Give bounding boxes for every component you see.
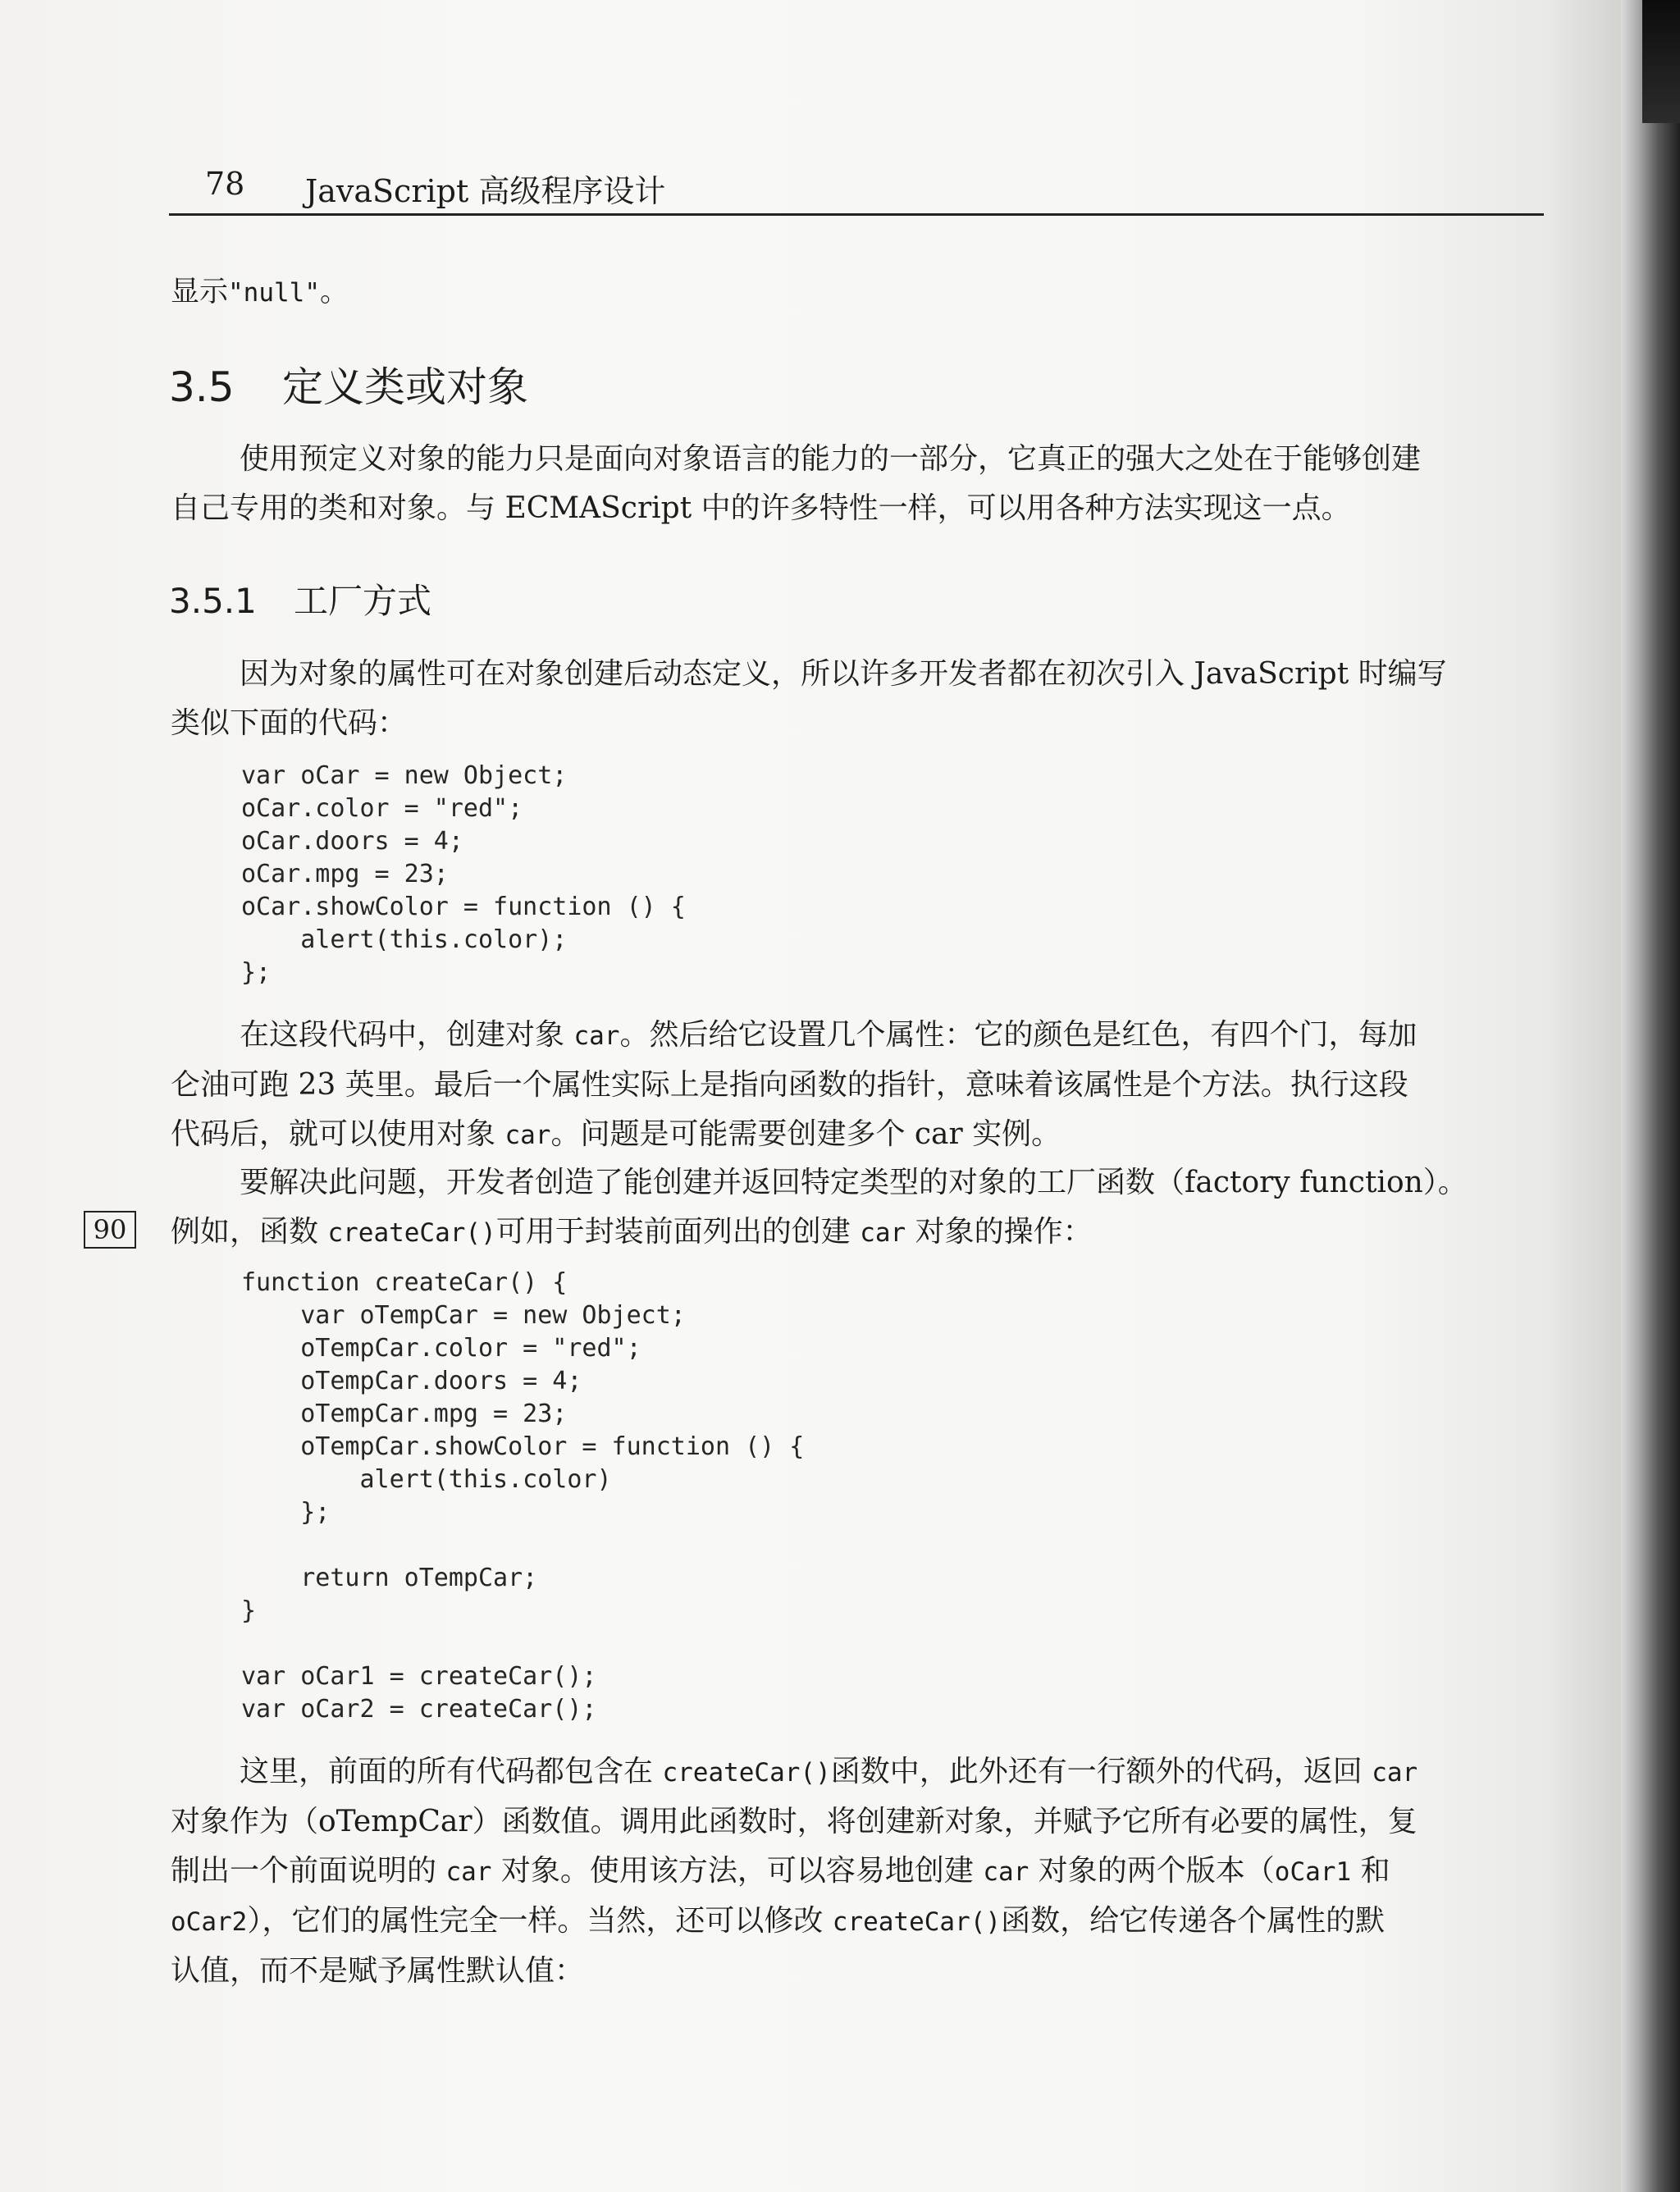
section-heading — [169, 354, 528, 413]
p4-line-5: 认值，而不是赋予属性默认值： — [171, 1954, 585, 1988]
margin-page-reference: 90 — [84, 1211, 136, 1249]
code-line: oTempCar.showColor = function () { — [241, 1432, 805, 1461]
p2-text: 。然后给它设置几个属性：它的颜色是红色，有四个门，每加 — [619, 1018, 1418, 1052]
prev-text: 显示 — [171, 276, 229, 308]
paragraph-3 — [171, 1158, 1545, 1258]
p4-text: 制出一个前面说明的 — [171, 1854, 446, 1888]
page-number: 78 — [205, 166, 245, 202]
p2-line-3 — [171, 1110, 1545, 1160]
previous-text-line — [171, 269, 349, 310]
book-spine-shadow — [1621, 0, 1680, 2192]
code-line: } — [241, 1596, 257, 1625]
p1-line-1: 因为对象的属性可在对象创建后动态定义，所以许多开发者都在初次引入 JavaScript 时编写 — [240, 657, 1447, 691]
code-line: oCar.mpg = 23; — [241, 860, 449, 888]
intro-line-2: 自己专用的类和对象。与 ECMAScript 中的许多特性一样，可以用各种方法实现这一点。 — [171, 491, 1351, 525]
code-line: return oTempCar; — [241, 1564, 538, 1592]
section-title: 定义类或对象 — [282, 363, 528, 411]
code-line: oTempCar.mpg = 23; — [241, 1400, 568, 1428]
intro-paragraph — [171, 435, 1545, 533]
p4-line-2: 对象作为（oTempCar）函数值。调用此函数时，将创建新对象，并赋予它所有必要的属性，复 — [171, 1805, 1418, 1838]
p2-text: 。问题是可能需要创建多个 car 实例。 — [550, 1117, 1061, 1151]
p4-text: 对象的两个版本（ — [1029, 1854, 1275, 1888]
code-block-object-literal — [241, 760, 686, 989]
p3-line-2 — [171, 1208, 1545, 1258]
p2-code: car — [504, 1121, 551, 1150]
p2-line-1 — [171, 1011, 1545, 1061]
p4-code: car — [1372, 1758, 1418, 1788]
section-number: 3.5 — [169, 363, 235, 411]
p4-code: oCar1 — [1274, 1857, 1352, 1887]
code-line: var oCar2 = createCar(); — [241, 1695, 597, 1724]
code-line: alert(this.color) — [241, 1465, 612, 1494]
code-line: var oTempCar = new Object; — [241, 1301, 686, 1330]
code-line: alert(this.color); — [241, 925, 568, 954]
p3-text: （factory function）。 — [1155, 1166, 1468, 1199]
subsection-number: 3.5.1 — [169, 581, 257, 621]
code-line: var oCar = new Object; — [241, 761, 568, 790]
p4-text: 和 — [1351, 1854, 1390, 1888]
code-line: var oCar1 = createCar(); — [241, 1662, 597, 1691]
p2-text: 代码后，就可以使用对象 — [171, 1117, 505, 1151]
code-line: oCar.showColor = function () { — [241, 893, 686, 921]
paragraph-1 — [171, 650, 1545, 748]
p4-text: 函数中，此外还有一行额外的代码，返回 — [830, 1755, 1372, 1788]
code-line: }; — [241, 958, 272, 987]
p3-code: car — [860, 1218, 906, 1248]
code-line — [241, 1529, 804, 1562]
code-line: oCar.doors = 4; — [241, 827, 463, 856]
p4-code: createCar() — [832, 1907, 1002, 1937]
p3-text: 要解决此问题，开发者创造了能创建并返回特定类型的对象的 — [240, 1166, 1038, 1199]
code-block-factory-function — [241, 1267, 804, 1726]
code-line: function createCar() { — [241, 1268, 568, 1297]
p4-code: car — [445, 1857, 492, 1887]
p4-text: ），它们的属性完全一样。当然，还可以修改 — [247, 1904, 833, 1938]
subsection-title: 工厂方式 — [294, 581, 432, 621]
p2-text: 在这段代码中，创建对象 — [240, 1018, 574, 1052]
p4-line-4 — [171, 1897, 1545, 1947]
p3-code: createCar() — [327, 1218, 496, 1248]
subsection-heading — [169, 574, 431, 623]
p1-line-2: 类似下面的代码： — [171, 706, 408, 740]
p2-code: car — [573, 1021, 620, 1051]
code-line: oCar.color = "red"; — [241, 794, 523, 823]
p4-line-3 — [171, 1847, 1545, 1897]
prev-end: 。 — [320, 276, 349, 308]
p3-text: 对象的操作： — [906, 1215, 1093, 1249]
p4-code: createCar() — [662, 1758, 831, 1788]
p3-line-1 — [171, 1158, 1545, 1208]
p4-text: 函数，给它传递各个属性的默 — [1001, 1904, 1386, 1938]
p3-term: 工厂函数 — [1037, 1166, 1156, 1199]
paragraph-4 — [171, 1747, 1545, 1996]
code-line — [241, 1628, 804, 1660]
paragraph-2 — [171, 1011, 1545, 1160]
code-line: }; — [241, 1498, 331, 1527]
book-binding-edge — [1642, 0, 1680, 123]
prev-code: "null" — [228, 278, 320, 308]
intro-line-1: 使用预定义对象的能力只是面向对象语言的能力的一部分，它真正的强大之处在于能够创建 — [240, 442, 1422, 476]
p4-code: car — [983, 1857, 1029, 1887]
p2-line-2: 仑油可跑 23 英里。最后一个属性实际上是指向函数的指针，意味着该属性是个方法。执行这段 — [171, 1068, 1408, 1102]
book-title: JavaScript 高级程序设计 — [305, 173, 666, 209]
code-line: oTempCar.color = "red"; — [241, 1334, 641, 1363]
p3-text: 可用于封装前面列出的创建 — [495, 1215, 861, 1249]
p4-code: oCar2 — [171, 1907, 248, 1937]
p3-text: 例如，函数 — [171, 1215, 328, 1249]
p4-text: 对象。使用该方法，可以容易地创建 — [491, 1854, 984, 1888]
p4-line-1 — [171, 1747, 1545, 1797]
code-line: oTempCar.doors = 4; — [241, 1367, 582, 1395]
p4-text: 这里，前面的所有代码都包含在 — [240, 1755, 663, 1788]
running-header — [169, 162, 1544, 216]
